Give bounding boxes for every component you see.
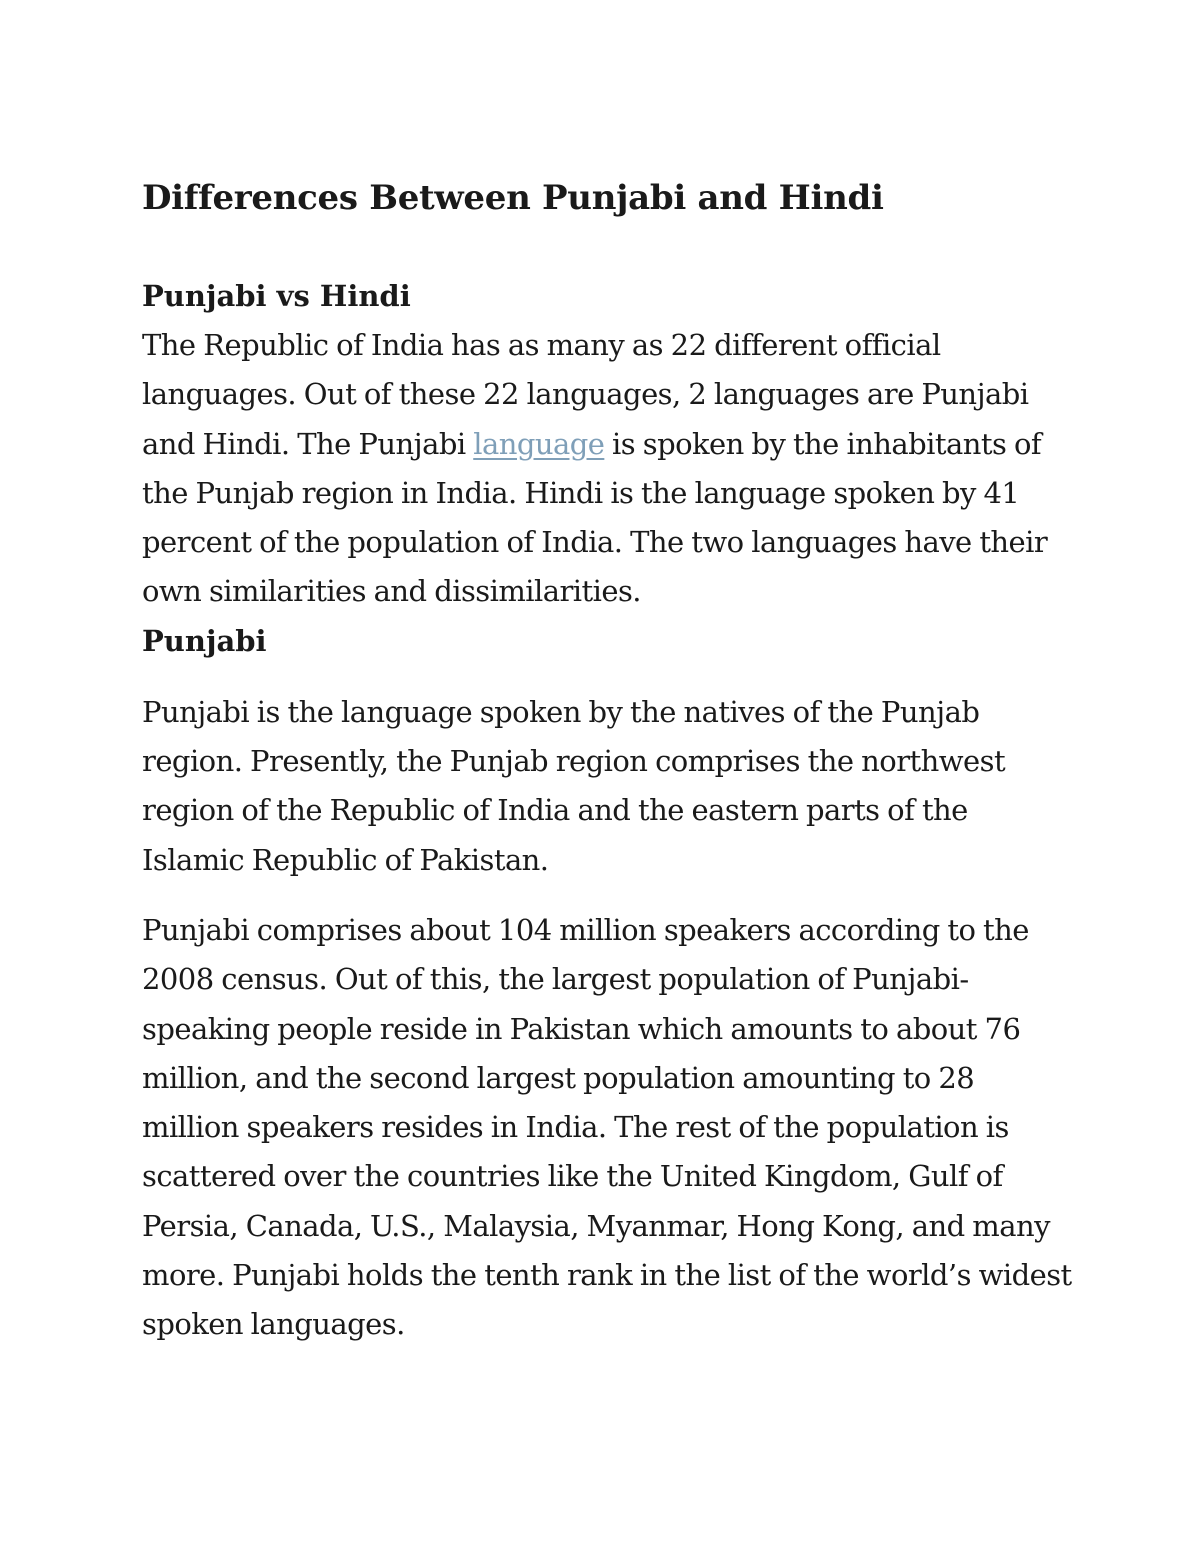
intro-text-before-link: The Republic of India has as many as 22 different official languages. Out of these 22 languages, 2 languages are Punjabi and Hindi. The Punjabi (142, 328, 1029, 461)
section-heading-punjabi: Punjabi (142, 623, 267, 658)
document-page (142, 176, 1072, 1350)
intro-paragraph (142, 321, 1072, 617)
section-heading-punjabi-vs-hindi: Punjabi vs Hindi (142, 279, 411, 313)
language-link[interactable]: language (473, 426, 605, 461)
document-title: Differences Between Punjabi and Hindi (142, 178, 884, 218)
intro-text-after-link: is spoken by the inhabitants of the Punjab region in India. Hindi is the language spoken by 41 percent of the population of India. The two languages have their own similarities and dissimilarities. (142, 426, 1048, 609)
punjabi-region-paragraph: Punjabi is the language spoken by the natives of the Punjab region. Presently, the Punjab region comprises the northwest region of the Republic of India and the eastern parts of the Islamic Republic of Pakistan. (142, 694, 1006, 877)
punjabi-speakers-paragraph: Punjabi comprises about 104 million speakers according to the 2008 census. Out of this, the largest population of Punjabi-speaking people reside in Pakistan which amounts to about 76 million, and the second largest population amounting to 28 million speakers resides in India. The rest of the population is scattered over the countries like the United Kingdom, Gulf of Persia, Canada, U.S., Malaysia, Myanmar, Hong Kong, and many more. Punjabi holds the tenth rank in the list of the world’s widest spoken languages. (142, 912, 1072, 1342)
